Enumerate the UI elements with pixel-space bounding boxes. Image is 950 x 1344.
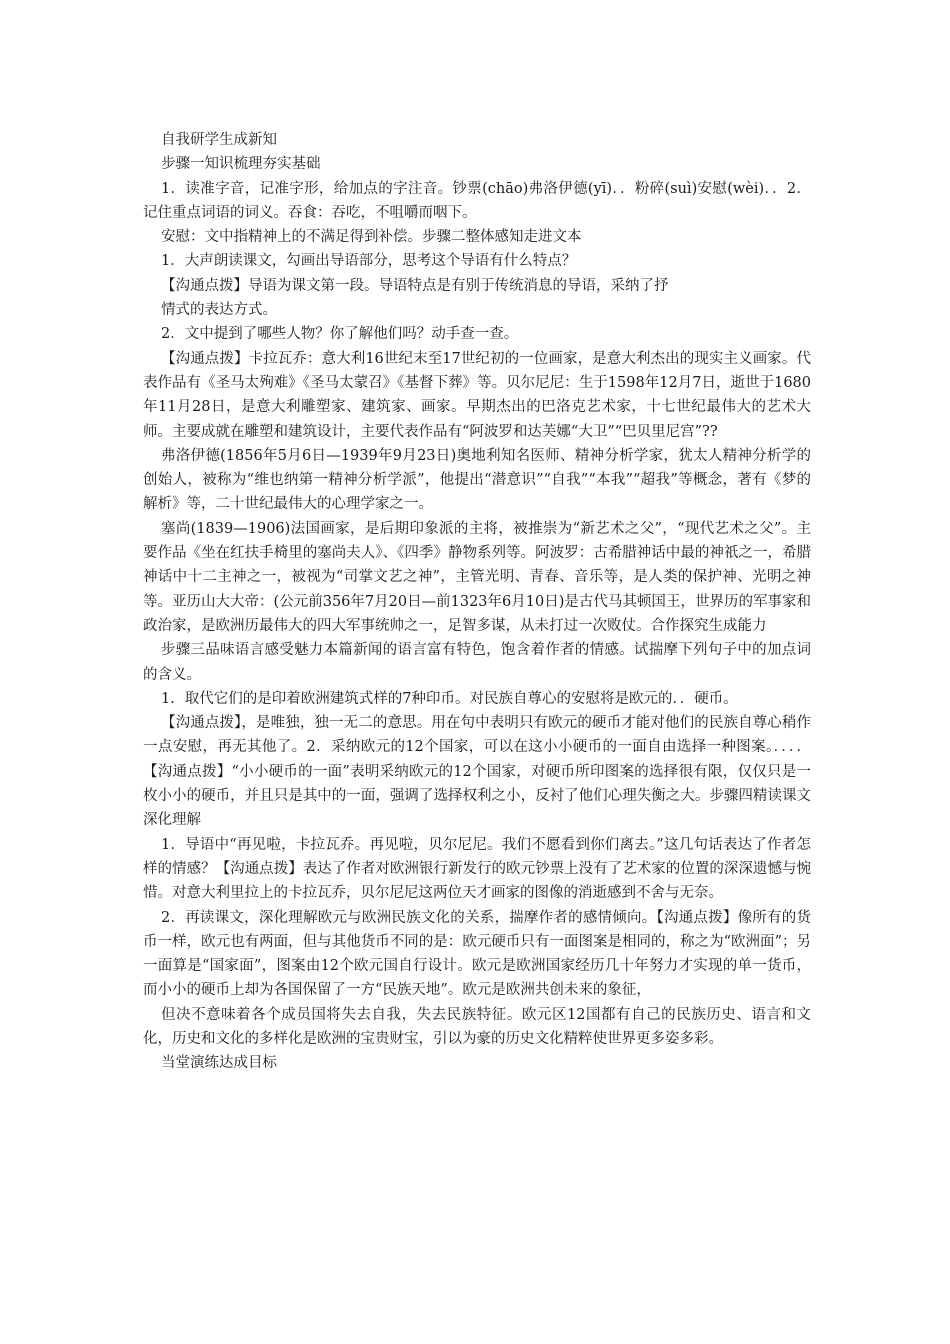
paragraph: 步骤三品味语言感受魅力本篇新闻的语言富有特色，饱含着作者的情感。试揣摩下列句子中的加点词的含义。: [143, 642, 811, 683]
paragraph: 2．再读课文，深化理解欧元与欧洲民族文化的关系，揣摩作者的感情倾向。【沟通点拨】像所有的货币一样，欧元也有两面，但与其他货币不同的是：欧元硬币只有一面图案是相同的，称之为“欧洲面”；另一面算是“国家面”，图案由12个欧元国自行设计。欧元是欧洲国家经历几十年努力才实现的单一货币，而小小的硬币上却为各国保留了一方“民族天地”。欧元是欧洲共创未来的象征，: [143, 909, 811, 999]
paragraph: 1．大声朗读课文，勾画出导语部分，思考这个导语有什么特点？: [161, 253, 577, 270]
paragraph: 【沟通点拨】，是唯独，独一无二的意思。用在句中表明只有欧元的硬币才能对他们的民族自尊心稍作一点安慰，再无其他了。2．采纳欧元的12个国家，可以在这小小硬币的一面自由选择一种图案。．．．．【沟通点拨】“小小硬币的一面”表明采纳欧元的12个国家，对硬币所印图案的选择很有限，仅仅只是一枚小小的硬币，并且只是其中的一面，强调了选择权利之小，反衬了他们心理失衡之大。步骤四精读课文深化理解: [143, 715, 811, 829]
paragraph: 【沟通点拨】导语为课文第一段。导语特点是有别于传统消息的导语，采纳了抒: [161, 277, 669, 294]
paragraph: 1．读准字音，记准字形，给加点的字注音。钞票(chāo)弗洛伊德(yī)．．粉碎(suì)安慰(wèi)．．2．记住重点词语的词义。吞食：吞吃，不咀嚼而咽下。: [143, 180, 811, 221]
paragraph: 塞尚(1839—1906)法国画家，是后期印象派的主将，被推崇为“新艺术之父”，“现代艺术之父”。主要作品《坐在红扶手椅里的塞尚夫人》、《四季》静物系列等。阿波罗：古希腊神话中最的神祇之一，希腊神话中十二主神之一，被视为“司掌文艺之神”，主管光明、青春、音乐等，是人类的保护神、光明之神等。亚历山大大帝：(公元前356年7月20日—前1323年6月10日)是古代马其顿国王，世界历的军事家和政治家，是欧洲历最伟大的四大军事统帅之一，足智多谋，从未打过一次败仗。合作探究生成能力: [143, 520, 811, 634]
paragraph: 但决不意味着各个成员国将失去自我，失去民族特征。欧元区12国都有自己的民族历史、语言和文化，历史和文化的多样化是欧洲的宝贵财宝，引以为豪的历史文化精粹使世界更多姿多彩。: [143, 1006, 811, 1047]
paragraph: 弗洛伊德(1856年5月6日—1939年9月23日)奥地利知名医师、精神分析学家，犹太人精神分析学的创始人，被称为“维也纳第一精神分析学派”，他提出“潜意识”“自我”“本我”“超我”等概念，著有《梦的解析》等，二十世纪最伟大的心理学家之一。: [143, 447, 811, 513]
document-body: [143, 128, 811, 1076]
section-heading: 自我研学生成新知: [161, 132, 277, 148]
step-heading: 步骤一知识梳理夯实基础: [161, 156, 321, 173]
paragraph: 1．导语中“再见啦，卡拉瓦乔。再见啦，贝尔尼尼。我们不愿看到你们离去。”这几句话表达了作者怎样的情感？【沟通点拨】表达了作者对欧洲银行新发行的欧元钞票上没有了艺术家的位置的深深遗憾与惋惜。对意大利里拉上的卡拉瓦乔，贝尔尼尼这两位天才画家的图像的消逝感到不舍与无奈。: [143, 836, 811, 902]
paragraph: 2．文中提到了哪些人物？你了解他们吗？动手查一查。: [161, 326, 519, 343]
section-heading: 当堂演练达成目标: [161, 1055, 277, 1072]
paragraph: 安慰：文中指精神上的不满足得到补偿。步骤二整体感知走进文本: [161, 229, 582, 246]
paragraph: 1．取代它们的是印着欧洲建筑式样的7种印币。对民族自尊心的安慰将是欧元的．．硬币。: [161, 690, 738, 707]
paragraph: 情式的表达方式。: [161, 302, 277, 319]
paragraph: 【沟通点拨】卡拉瓦乔：意大利16世纪末至17世纪初的一位画家，是意大利杰出的现实主义画家。代表作品有《圣马太殉难》《圣马太蒙召》《基督下葬》等。贝尔尼尼：生于1598年12月7日，逝世于1680年11月28日，是意大利雕塑家、建筑家、画家。早期杰出的巴洛克艺术家，十七世纪最伟大的艺术大师。主要成就在雕塑和建筑设计，主要代表作品有“阿波罗和达芙娜“大卫”“巴贝里尼宫”??: [143, 350, 811, 440]
